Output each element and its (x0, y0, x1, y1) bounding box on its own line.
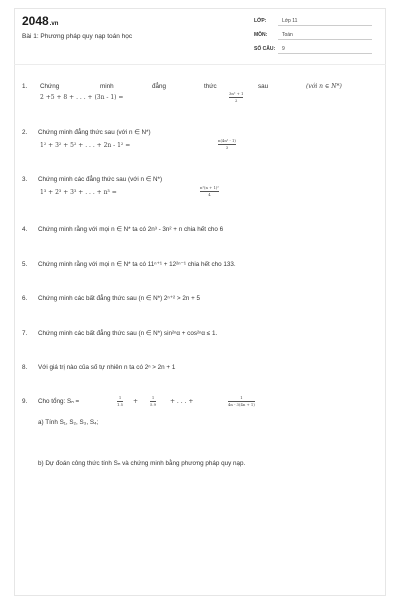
question-9-op-1: + (133, 398, 139, 405)
question-3-fraction: $\frac{\text{n²(n + 1)²}}{4}$ (200, 185, 219, 197)
site-logo[interactable]: 2048.vn (22, 14, 59, 28)
question-9-term-1: $\frac{1}{1.5}$ (117, 395, 124, 407)
question-3-formula: 1³ + 2³ + 3³ + . . . + n³ = (40, 189, 117, 196)
question-9-op-2: + . . . + (170, 398, 194, 405)
question-9-term-3: $\frac{1}{4n - 3(4n + 1)}$ (228, 395, 255, 407)
question-2-fraction: $\frac{\text{n(4n² - 1)}}{3}$ (218, 138, 236, 150)
lesson-title: Bài 1: Phương pháp quy nạp toán học (22, 33, 133, 40)
question-1-formula: 2 +5 + 8 + . . . + (3n - 1) = (40, 94, 124, 101)
question-2-formula: 1² + 3² + 5² + . . . + 2n - 1² = (40, 142, 131, 149)
question-9-part-a: a) Tính S₁, S₂, S₃, S₄; (38, 419, 99, 426)
question-9-term-2: $\frac{1}{5.9}$ (150, 395, 157, 407)
question-1-fraction: $\frac{\text{3n² + 1}}{2}$ (229, 91, 244, 103)
question-9-part-b: b) Dự đoán công thức tính Sₙ và chứng minh bằng phương pháp quy nạp. (38, 460, 246, 467)
header-divider (14, 64, 386, 65)
